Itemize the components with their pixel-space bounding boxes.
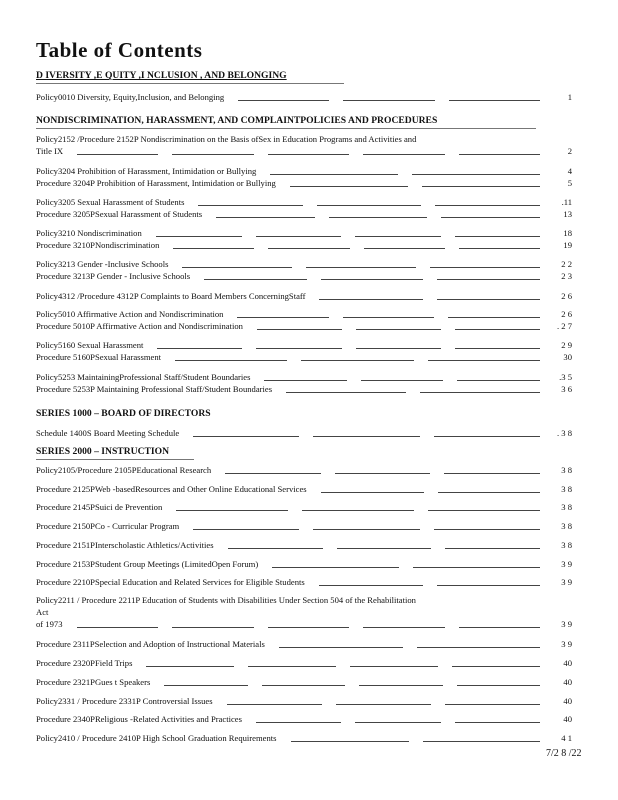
- toc-line: [36, 133, 572, 145]
- leader-dash: [329, 217, 428, 218]
- leader-dash: [359, 685, 443, 686]
- leader-dash: [182, 267, 292, 268]
- toc-entry: [36, 91, 572, 103]
- toc-line-text: Policy4312 /Procedure 4312P Complaints to Board Members ConcerningStaff: [36, 291, 306, 301]
- leader-dash: [173, 248, 254, 249]
- toc-line-text: Procedure 2125PWeb -basedResources and Other Online Educational Services: [36, 484, 307, 494]
- leader-dash: [412, 174, 540, 175]
- leader-dash: [228, 548, 323, 549]
- leader-dash: [350, 666, 438, 667]
- toc-entry: [36, 558, 572, 570]
- leader-dash: [437, 279, 540, 280]
- leader-dash: [420, 392, 540, 393]
- leader-dash: [268, 154, 349, 155]
- leader-dash: [364, 248, 445, 249]
- toc-page-number: 3 8: [561, 465, 572, 475]
- leader-dash: [459, 248, 540, 249]
- toc-line-text: Procedure 2340PReligious -Related Activities and Practices: [36, 714, 242, 724]
- leader-dash: [238, 100, 329, 101]
- leader-dash: [459, 627, 540, 628]
- toc-line: [36, 239, 572, 251]
- toc-entry: [36, 732, 572, 744]
- toc-page-number: .3 5: [559, 372, 572, 382]
- leader-dash: [445, 704, 540, 705]
- toc-line-text: Procedure 3204P Prohibition of Harassment, Intimidation or Bullying: [36, 178, 276, 188]
- toc-line-text: Policy0010 Diversity, Equity,Inclusion, and Belonging: [36, 92, 225, 102]
- toc-line-text: Procedure 2150PCo - Curricular Program: [36, 521, 180, 531]
- leader-dash: [445, 548, 540, 549]
- leader-dash: [441, 217, 540, 218]
- toc-line: [36, 520, 572, 532]
- leader-dash: [301, 360, 413, 361]
- leader-dash: [363, 154, 444, 155]
- toc-line: [36, 713, 572, 725]
- leader-dash: [256, 722, 341, 723]
- leader-dash: [321, 492, 424, 493]
- leader-dash: [343, 100, 434, 101]
- leader-dash: [156, 236, 242, 237]
- leader-dash: [434, 529, 540, 530]
- section-heading: SERIES 1000 – BOARD OF DIRECTORS: [36, 408, 211, 419]
- page-title: Table of Contents: [36, 38, 203, 62]
- leader-dash: [248, 666, 336, 667]
- leader-dash: [264, 380, 347, 381]
- toc-page-number: 2 9: [561, 340, 572, 350]
- toc-line: [36, 165, 572, 177]
- leader-dash: [413, 567, 540, 568]
- leader-dash: [335, 473, 431, 474]
- toc-line: [36, 594, 572, 606]
- leader-dash: [317, 205, 422, 206]
- leader-dash: [172, 627, 253, 628]
- leader-dash: [459, 154, 540, 155]
- toc-page-number: 3 8: [561, 521, 572, 531]
- leader-dash: [356, 329, 441, 330]
- leader-dash: [361, 380, 444, 381]
- toc-line: [36, 618, 572, 630]
- leader-dash: [198, 205, 303, 206]
- toc-line-text: Policy2152 /Procedure 2152P Nondiscrimination on the Basis ofSex in Education Programs and Activities and: [36, 134, 417, 144]
- toc-line: [36, 308, 572, 320]
- toc-line: [36, 501, 572, 513]
- leader-dash: [313, 529, 419, 530]
- leader-dash: [434, 436, 540, 437]
- leader-dash: [193, 529, 299, 530]
- toc-line: [36, 695, 572, 707]
- toc-line-text: Procedure 5010P Affirmative Action and Nondiscrimination: [36, 321, 243, 331]
- toc-entry: [36, 695, 572, 707]
- toc-page-number: 3 8: [561, 484, 572, 494]
- toc-line-text: Procedure 2320PField Trips: [36, 658, 133, 668]
- leader-dash: [417, 647, 541, 648]
- leader-dash: [175, 360, 287, 361]
- toc-entry: [36, 483, 572, 495]
- leader-dash: [437, 585, 541, 586]
- leader-dash: [428, 360, 540, 361]
- leader-dash: [319, 585, 423, 586]
- toc-line-text: Act: [36, 607, 49, 617]
- toc-page-number: . 2 7: [556, 321, 572, 331]
- toc-page-number: . 3 8: [556, 428, 572, 438]
- leader-dash: [336, 704, 431, 705]
- toc-page-number: 5: [567, 178, 572, 188]
- leader-dash: [279, 647, 403, 648]
- toc-line: [36, 427, 572, 439]
- toc-page-number: 13: [563, 209, 572, 219]
- leader-dash: [444, 473, 540, 474]
- leader-dash: [428, 510, 540, 511]
- toc-line-text: Schedule 1400S Board Meeting Schedule: [36, 428, 180, 438]
- toc-page-number: 4 1: [561, 733, 572, 743]
- toc-line-text: Procedure 3205PSexual Harassment of Students: [36, 209, 203, 219]
- leader-dash: [157, 348, 242, 349]
- leader-dash: [457, 685, 541, 686]
- toc-page-number: 2 6: [561, 291, 572, 301]
- toc-line: [36, 576, 572, 588]
- toc-entry: [36, 638, 572, 650]
- toc-entry: [36, 227, 572, 251]
- toc-line-text: of 1973: [36, 619, 63, 629]
- toc-line-text: Procedure 2151PInterscholastic Athletics/Activities: [36, 540, 214, 550]
- leader-dash: [438, 492, 541, 493]
- toc-line: [36, 177, 572, 189]
- section-rule: [36, 83, 344, 84]
- toc-line: [36, 558, 572, 570]
- leader-dash: [430, 267, 540, 268]
- leader-dash: [204, 279, 307, 280]
- leader-dash: [321, 279, 424, 280]
- toc-entry: [36, 594, 572, 630]
- toc-line-text: Policy2105/Procedure 2105PEducational Research: [36, 465, 212, 475]
- leader-dash: [193, 436, 299, 437]
- toc-line: [36, 145, 572, 157]
- toc-line-text: Procedure 2311PSelection and Adoption of Instructional Materials: [36, 639, 265, 649]
- toc-page-number: 1: [567, 92, 572, 102]
- toc-page-number: 40: [563, 658, 572, 668]
- toc-page-number: 19: [563, 240, 572, 250]
- leader-dash: [437, 299, 541, 300]
- leader-dash: [302, 510, 414, 511]
- leader-dash: [306, 267, 416, 268]
- toc-page-number: 3 6: [561, 384, 572, 394]
- toc-line: [36, 371, 572, 383]
- toc-line: [36, 290, 572, 302]
- toc-page-number: 3 9: [561, 639, 572, 649]
- leader-dash: [225, 473, 321, 474]
- toc-line: [36, 657, 572, 669]
- toc-entry: [36, 165, 572, 189]
- section-heading: D IVERSITY ,E QUITY ,I NCLUSION , AND BELONGING: [36, 70, 287, 81]
- toc-line-text: Policy5010 Affirmative Action and Nondiscrimination: [36, 309, 224, 319]
- toc-entry: [36, 339, 572, 363]
- toc-line: [36, 339, 572, 351]
- leader-dash: [356, 348, 441, 349]
- leader-dash: [262, 685, 346, 686]
- toc-line-text: Procedure 5253P Maintaining Professional Staff/Student Boundaries: [36, 384, 273, 394]
- leader-dash: [146, 666, 234, 667]
- toc-page-number: 40: [563, 714, 572, 724]
- leader-dash: [77, 627, 158, 628]
- toc-page-number: 3 9: [561, 619, 572, 629]
- toc-line: [36, 91, 572, 103]
- section-rule: [36, 128, 536, 129]
- toc-entry: [36, 713, 572, 725]
- leader-dash: [237, 317, 329, 318]
- leader-dash: [313, 436, 419, 437]
- toc-line-text: Procedure 2153PStudent Group Meetings (LimitedOpen Forum): [36, 559, 259, 569]
- leader-dash: [355, 236, 441, 237]
- leader-dash: [172, 154, 253, 155]
- toc-line: [36, 638, 572, 650]
- toc-entry: [36, 576, 572, 588]
- toc-page-number: 3 9: [561, 577, 572, 587]
- toc-line: [36, 270, 572, 282]
- toc-line: [36, 676, 572, 688]
- toc-line-text: Title IX: [36, 146, 64, 156]
- leader-dash: [176, 510, 288, 511]
- toc-entry: [36, 501, 572, 513]
- toc-line: [36, 539, 572, 551]
- toc-entry: [36, 258, 572, 282]
- leader-dash: [268, 248, 349, 249]
- toc-line: [36, 227, 572, 239]
- leader-dash: [423, 741, 541, 742]
- toc-entry: [36, 657, 572, 669]
- toc-entry: [36, 371, 572, 395]
- toc-entry: [36, 290, 572, 302]
- toc-line-text: Procedure 5160PSexual Harassment: [36, 352, 162, 362]
- footer-date: 7/2 8 /22: [546, 748, 582, 759]
- toc-entry: [36, 196, 572, 220]
- leader-dash: [256, 236, 342, 237]
- leader-dash: [272, 567, 399, 568]
- toc-line-text: Policy5253 MaintainingProfessional Staff/Student Boundaries: [36, 372, 251, 382]
- toc-page-number: 3 9: [561, 559, 572, 569]
- toc-entry: [36, 464, 572, 476]
- toc-line: [36, 258, 572, 270]
- toc-line-text: Policy2211 / Procedure 2211P Education of Students with Disabilities Under Section 504 of the Rehabilitation: [36, 595, 416, 605]
- toc-line: [36, 196, 572, 208]
- leader-dash: [452, 666, 540, 667]
- toc-entry: [36, 676, 572, 688]
- toc-entry: [36, 133, 572, 157]
- leader-dash: [455, 236, 541, 237]
- leader-dash: [343, 317, 435, 318]
- section-rule: [36, 459, 194, 460]
- toc-line-text: Procedure 3210PNondiscrimination: [36, 240, 160, 250]
- toc-page-number: 2 3: [561, 271, 572, 281]
- toc-entry: [36, 520, 572, 532]
- leader-dash: [337, 548, 432, 549]
- toc-page-number: .11: [561, 197, 572, 207]
- toc-page-number: 3 8: [561, 540, 572, 550]
- toc-line-text: Procedure 2210PSpecial Education and Related Services for Eligible Students: [36, 577, 305, 587]
- toc-page-number: 2: [567, 146, 572, 156]
- toc-page-number: 2 6: [561, 309, 572, 319]
- toc-page-number: 30: [563, 352, 572, 362]
- toc-line: [36, 383, 572, 395]
- leader-dash: [227, 704, 322, 705]
- leader-dash: [286, 392, 406, 393]
- leader-dash: [457, 380, 540, 381]
- leader-dash: [363, 627, 444, 628]
- toc-line: [36, 320, 572, 332]
- leader-dash: [355, 722, 440, 723]
- leader-dash: [270, 174, 398, 175]
- toc-line-text: Policy3210 Nondiscrimination: [36, 228, 142, 238]
- leader-dash: [422, 186, 540, 187]
- toc-line-text: Procedure 2145PSuici de Prevention: [36, 502, 163, 512]
- leader-dash: [455, 329, 540, 330]
- leader-dash: [319, 299, 423, 300]
- toc-page-number: 18: [563, 228, 572, 238]
- toc-line-text: Policy3204 Prohibition of Harassment, Intimidation or Bullying: [36, 166, 257, 176]
- leader-dash: [455, 722, 540, 723]
- leader-dash: [77, 154, 158, 155]
- toc-page-number: 2 2: [561, 259, 572, 269]
- toc-page-number: 40: [563, 677, 572, 687]
- toc-line-text: Policy2410 / Procedure 2410P High School Graduation Requirements: [36, 733, 277, 743]
- toc-line: [36, 351, 572, 363]
- leader-dash: [448, 317, 540, 318]
- toc-line-text: Policy3213 Gender -Inclusive Schools: [36, 259, 169, 269]
- toc-line-text: Policy5160 Sexual Harassment: [36, 340, 144, 350]
- leader-dash: [291, 741, 409, 742]
- section-heading: NONDISCRIMINATION, HARASSMENT, AND COMPLAINTPOLICIES AND PROCEDURES: [36, 115, 438, 126]
- leader-dash: [455, 348, 540, 349]
- toc-page-number: 40: [563, 696, 572, 706]
- toc-page-number: 3 8: [561, 502, 572, 512]
- toc-line: [36, 732, 572, 744]
- toc-line: [36, 483, 572, 495]
- toc-line-text: Policy3205 Sexual Harassment of Students: [36, 197, 185, 207]
- leader-dash: [256, 348, 341, 349]
- toc-line-text: Policy2331 / Procedure 2331P Controversial Issues: [36, 696, 213, 706]
- toc-entry: [36, 539, 572, 551]
- toc-entry: [36, 427, 572, 439]
- section-heading: SERIES 2000 – INSTRUCTION: [36, 446, 170, 457]
- leader-dash: [216, 217, 315, 218]
- leader-dash: [449, 100, 540, 101]
- toc-page-number: 4: [567, 166, 572, 176]
- leader-dash: [290, 186, 408, 187]
- toc-line: [36, 208, 572, 220]
- toc-entry: [36, 308, 572, 332]
- leader-dash: [435, 205, 540, 206]
- leader-dash: [268, 627, 349, 628]
- toc-line-text: Procedure 3213P Gender - Inclusive Schools: [36, 271, 191, 281]
- leader-dash: [164, 685, 248, 686]
- toc-line: [36, 464, 572, 476]
- leader-dash: [257, 329, 342, 330]
- toc-line-text: Procedure 2321PGues t Speakers: [36, 677, 151, 687]
- toc-line: [36, 606, 572, 618]
